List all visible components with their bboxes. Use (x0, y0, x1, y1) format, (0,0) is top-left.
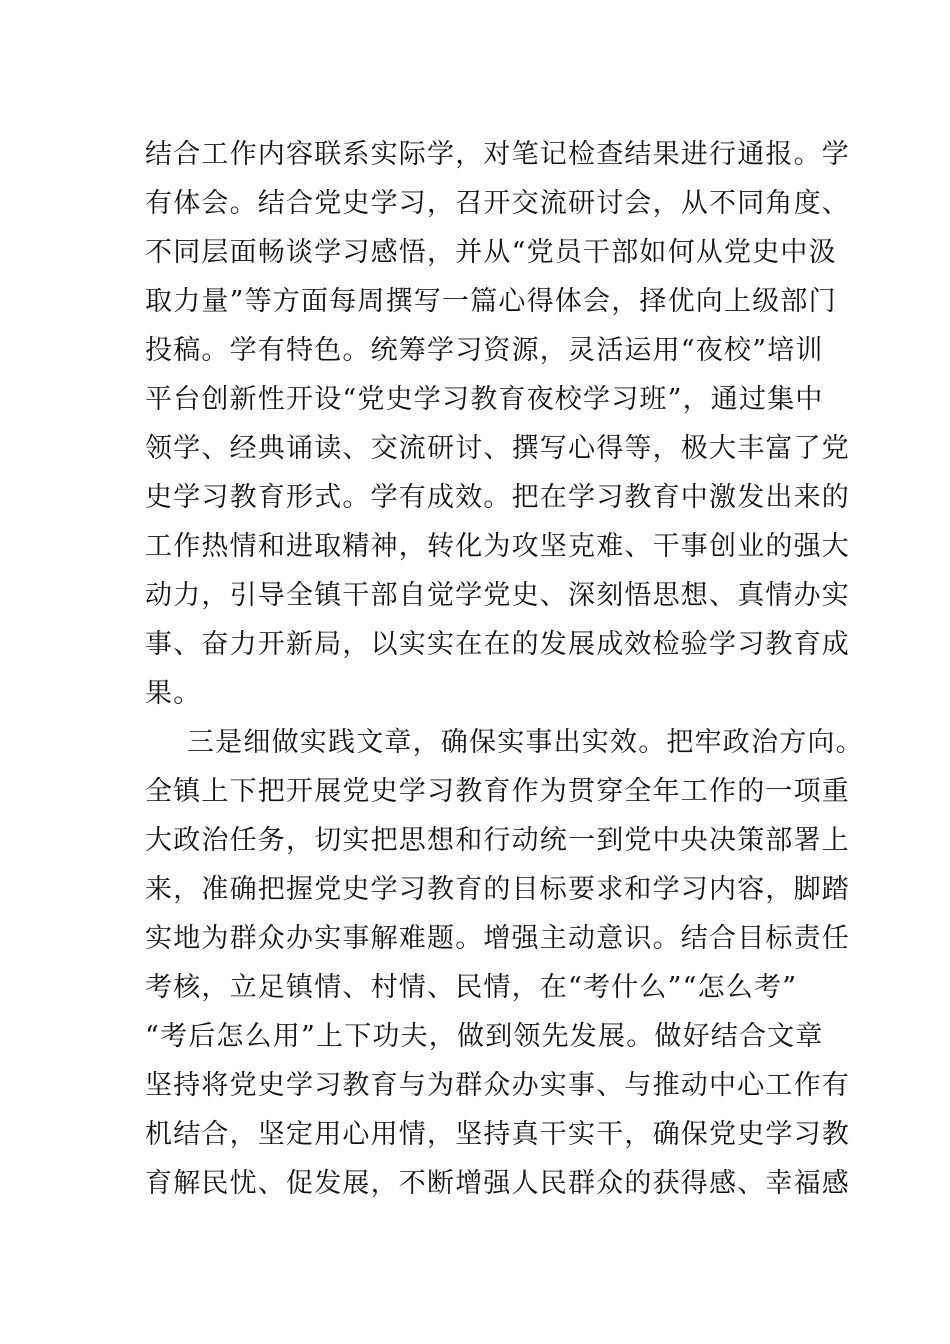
text-line: “考后怎么用”上下功夫，做到领先发展。做好结合文章 (145, 1021, 824, 1052)
text-line: 取力量”等方面每周撰写一篇心得体会，择优向上级部门 (145, 286, 837, 317)
text-line: 机结合，坚定用心用情，坚持真干实干，确保党史学习教 (145, 1119, 850, 1150)
text-line: 工作热情和进取精神，转化为攻坚克难、干事创业的强大 (145, 531, 850, 562)
text-line: 事、奋力开新局，以实实在在的发展成效检验学习教育成 (145, 629, 850, 660)
text-line: 平台创新性开设“党史学习教育夜校学习班”，通过集中 (145, 384, 824, 415)
text-line: 考核，立足镇情、村情、民情，在“考什么”“怎么考” (145, 972, 798, 1003)
text-line: 果。 (145, 678, 202, 709)
text-line: 结合工作内容联系实际学，对笔记检查结果进行通报。学 (145, 139, 850, 170)
text-line: 全镇上下把开展党史学习教育作为贯穿全年工作的一项重 (145, 776, 850, 807)
body-text (145, 130, 864, 1208)
text-line: 不同层面畅谈学习感悟，并从“党员干部如何从党史中汲 (145, 237, 837, 268)
text-line: 育解民忧、促发展，不断增强人民群众的获得感、幸福感 (145, 1168, 850, 1199)
text-line: 领学、经典诵读、交流研讨、撰写心得等，极大丰富了党 (145, 433, 850, 464)
text-line: 来，准确把握党史学习教育的目标要求和学习内容，脚踏 (145, 874, 850, 905)
text-line: 史学习教育形式。学有成效。把在学习教育中激发出来的 (145, 482, 850, 513)
paragraph-start-line: 三是细做实践文章，确保实事出实效。把牢政治方向。 (187, 727, 864, 758)
text-line: 投稿。学有特色。统筹学习资源，灵活运用“夜校”培训 (145, 335, 824, 366)
text-line: 有体会。结合党史学习，召开交流研讨会，从不同角度、 (145, 188, 850, 219)
text-line: 实地为群众办实事解难题。增强主动意识。结合目标责任 (145, 923, 850, 954)
text-line: 坚持将党史学习教育与为群众办实事、与推动中心工作有 (145, 1070, 850, 1101)
text-line: 大政治任务，切实把思想和行动统一到党中央决策部署上 (145, 825, 850, 856)
text-line: 动力，引导全镇干部自觉学党史、深刻悟思想、真情办实 (145, 580, 850, 611)
